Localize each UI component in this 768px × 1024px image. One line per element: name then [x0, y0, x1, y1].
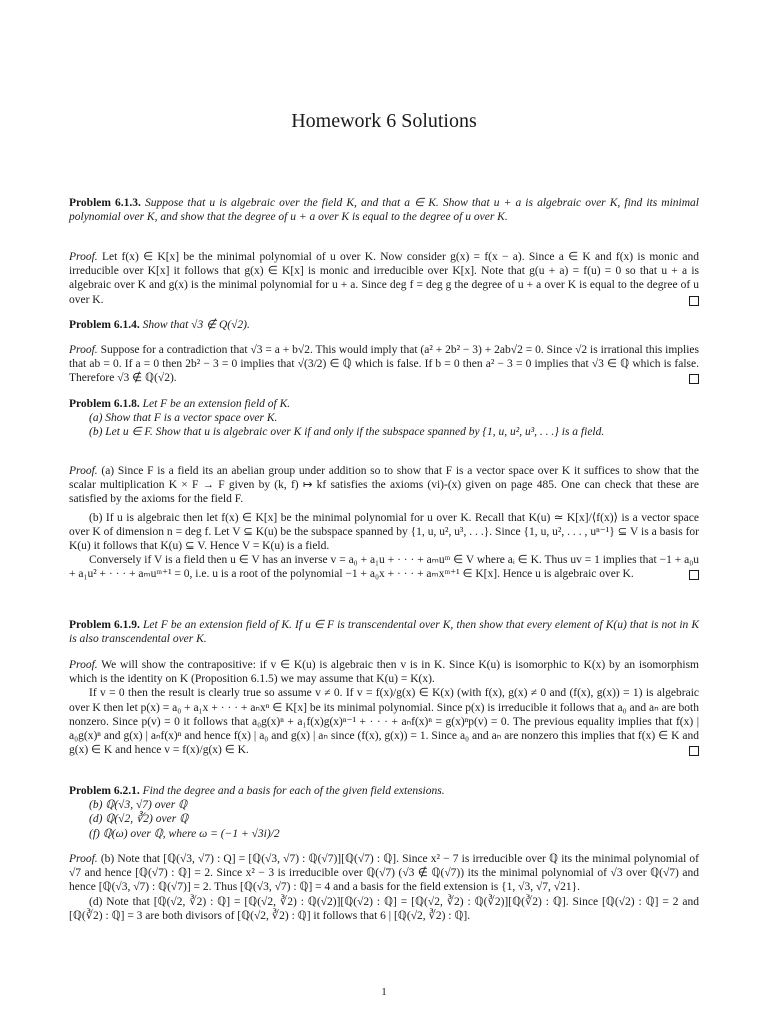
problem-statement: Find the degree and a basis for each of the given field extensions.: [142, 785, 445, 797]
proof-text: Suppose for a contradiction that √3 = a + b√2. This would imply that (a² + 2b² − 3) + 2ab√2 = 0. Since √2 is irrational this implies that ab = 0. If a = 0 then 2b² − 3 = 0 implies that √(3/2) ∈ ℚ which is false. If b = 0 then a² − 3 = 0 implies that √3 ∈ ℚ which is false. Therefore √3 ∉ ℚ(√2).: [69, 344, 700, 385]
problem-head: Problem 6.1.3.: [69, 197, 141, 209]
problem-6-1-9: [69, 618, 699, 646]
page-title: Homework 6 Solutions: [291, 110, 477, 132]
problem-6-2-1: [69, 784, 699, 841]
proof-paragraph-text: Conversely if V is a field then u ∈ V has an inverse v = a₀ + a₁u + · · · + aₘuᵐ ∈ V where aᵢ ∈ K. Thus uv = 1 implies that −1 + a₀u + a₁u² + · · · + aₘuᵐ⁺¹ = 0, i.e. u is a root of the polynomial −1 + a₀x + · · · + aₘxᵐ⁺¹ ∈ K[x]. Hence u is algebraic over K.: [69, 554, 699, 581]
proof-text: Let f(x) ∈ K[x] be the minimal polynomial of u over K. Now consider g(x) = f(x − a). Since a ∈ K and f(x) is monic and irreducible over K[x] it follows that g(x) ∈ K[x] is monic and irreducible over K[x]. Note that g(u + a) = f(u) = 0 so that u + a is algebraic over K and g(x) is the minimal polynomial for u + a. Since deg f = deg g the degree of u + a over K is equal to the degree of u over K.: [69, 251, 699, 306]
qed-icon: [689, 746, 699, 756]
problem-statement: Let F be an extension field of K. If u ∈ F is transcendental over K, then show that every element of K(u) that is not in K is also transcendental over K.: [69, 619, 700, 646]
problem-statement: Let F be an extension field of K.: [142, 398, 291, 410]
problem-head: Problem 6.1.4.: [69, 319, 140, 331]
proof-text: We will show the contrapositive: if v ∈ K(u) is algebraic then v is in K. Since K(u) is isomorphic to K(x) by an isomorphism which is the identity on K (Proposition 6.1.5) we may assume that K(u) = K(x).: [69, 659, 699, 686]
qed-icon: [689, 374, 699, 384]
proof-6-1-8: [69, 464, 699, 582]
qed-icon: [689, 570, 699, 580]
proof-label: Proof.: [69, 465, 98, 477]
proof-paragraph: [69, 686, 699, 757]
problem-statement: Suppose that u is algebraic over the field K, and that a ∈ K. Show that u + a is algebraic over K, find its minimal polynomial over K, and show that the degree of u + a over K is equal to the degree of u over K.: [69, 197, 699, 224]
proof-text: (a) Since F is a field its an abelian group under addition so to show that F is a vector space over K it suffices to show that the scalar multiplication K × F → F given by (k, f) ↦ kf satisfies the axioms (vi)-(x) given on page 485. One can check that these are satisfied by the axioms for the field F.: [69, 465, 699, 506]
problem-6-1-3: [69, 196, 699, 224]
proof-paragraph-text: If v = 0 then the result is clearly true so assume v ≠ 0. If v = f(x)/g(x) ∈ K(x) (with f(x), g(x) ≠ 0 and (f(x), g(x)) = 1) is algebraic over K then let p(x) = a₀ + a₁x + · · · + aₙxⁿ ∈ K[x] be its minimal polynomial. Since p(x) is irreducible it follows that a₀ and aₙ are both nonzero. Since p(v) = 0 it follows that a₀g(x)ⁿ + a₁f(x)g(x)ⁿ⁻¹ + · · · + aₙf(x)ⁿ = g(x)ⁿp(v) = 0. The previous equality implies that f(x) | a₀g(x)ⁿ and g(x) | aₙf(x)ⁿ and hence f(x) | a₀ and g(x) | aₙ since (f(x), g(x)) = 1. Since a₀ and aₙ are nonzero this implies that f(x) ∈ K and g(x) ∈ K and hence v = f(x)/g(x) ∈ K.: [69, 687, 699, 757]
problem-6-1-8: [69, 397, 699, 440]
problem-part: (b) ℚ(√3, √7) over ℚ: [89, 799, 188, 812]
problem-part: (f) ℚ(ω) over ℚ, where ω = (−1 + √3i)/2: [89, 827, 280, 840]
qed-icon: [689, 296, 699, 306]
proof-6-1-9: [69, 658, 699, 757]
problem-head: Problem 6.2.1.: [69, 785, 140, 797]
problem-part: (a) Show that F is a vector space over K.: [89, 412, 278, 425]
problem-head: Problem 6.1.8.: [69, 398, 140, 410]
problem-part: (b) Let u ∈ F. Show that u is algebraic over K if and only if the subspace spanned by {1, u, u², u³, . . .} is a field.: [89, 426, 605, 439]
page-number: 1: [381, 986, 387, 998]
proof-6-2-1: [69, 852, 699, 923]
proof-paragraph: (b) If u is algebraic then let f(x) ∈ K[x] be the minimal polynomial for u over K. Recall that K(u) ≃ K[x]/⟨f(x)⟩ is a vector space over K of dimension n = deg f. Let V ⊆ K(u) be the subspace spanned by {1, u, u², u³, . . .}. Since {1, u, u², . . . , uⁿ⁻¹} ⊆ V is a basis for K(u) it follows that K(u) ⊆ V. Hence V = K(u) is a field.: [69, 511, 699, 553]
problem-6-1-4: [69, 318, 699, 332]
proof-paragraph: (d) Note that [ℚ(√2, ∛2) : ℚ] = [ℚ(√2, ∛2) : ℚ(√2)][ℚ(√2) : ℚ] = [ℚ(√2, ∛2) : ℚ(∛2)][ℚ(∛2) : ℚ]. Since [ℚ(√2) : ℚ] = 2 and [ℚ(∛2) : ℚ] = 3 are both divisors of [ℚ(√2, ∛2) : ℚ] it follows that 6 | [ℚ(√2, ∛2) : ℚ].: [69, 895, 699, 922]
proof-label: Proof.: [69, 344, 98, 356]
proof-6-1-3: [69, 250, 699, 307]
proof-6-1-4: [69, 343, 699, 386]
proof-label: Proof.: [69, 251, 98, 263]
problem-statement: Show that √3 ∉ Q(√2).: [142, 319, 250, 331]
problem-head: Problem 6.1.9.: [69, 619, 140, 631]
proof-text: (b) Note that [ℚ(√3, √7) : Q] = [ℚ(√3, √7) : ℚ(√7)][ℚ(√7) : ℚ]. Since x² − 7 is irreducible over ℚ its the minimal polynomial of √7 and hence [ℚ(√7) : ℚ] = 2. Since x² − 3 is irreducible over ℚ(√7) (√3 ∉ ℚ(√7)) its the minimal polynomial of √3 over ℚ(√7) and hence [ℚ(√3, √7) : ℚ(√7)] = 2. Thus [ℚ(√3, √7) : ℚ] = 4 and a basis for the field extension is {1, √3, √7, √21}.: [69, 853, 700, 894]
proof-paragraph: [69, 553, 699, 581]
problem-part: (d) ℚ(√2, ∛2) over ℚ: [89, 813, 189, 826]
proof-label: Proof.: [69, 659, 98, 671]
proof-label: Proof.: [69, 853, 98, 865]
